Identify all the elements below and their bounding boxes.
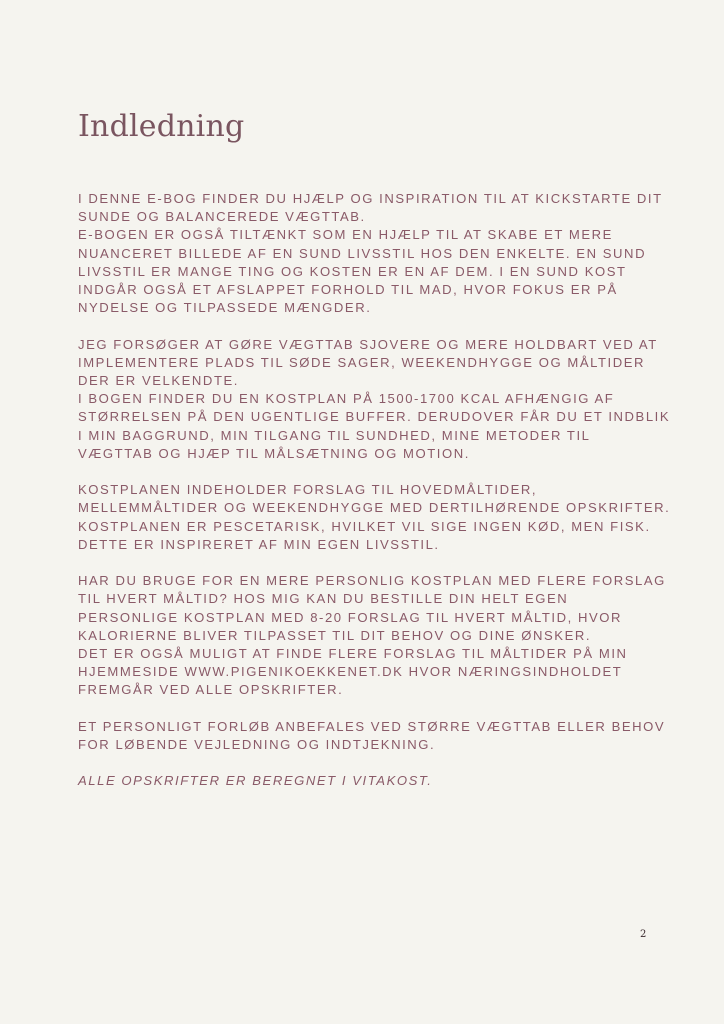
paragraph-personal-plan [78,572,668,699]
text-line: DETTE ER INSPIRERET AF MIN EGEN LIVSSTIL. [78,536,440,552]
paragraph-personal-course [78,718,668,754]
paragraph-vitakost-note [78,772,668,790]
page-title: Indledning [78,109,245,144]
text-line: FOR LØBENDE VEJLEDNING OG INDTJEKNING. [78,737,436,753]
text-line: DER ER VELKENDTE. [78,373,239,389]
text-line: MELLEMMÅLTIDER OG WEEKENDHYGGE MED DERTILHØRENDE OPSKRIFTER. [78,500,671,516]
text-line: KOSTPLANEN INDEHOLDER FORSLAG TIL HOVEDMÅLTIDER, [78,482,538,498]
text-line: I BOGEN FINDER DU EN KOSTPLAN PÅ 1500-1700 KCAL AFHÆNGIG AF [78,391,615,407]
text-line: TIL HVERT MÅLTID? HOS MIG KAN DU BESTILLE DIN HELT EGEN [78,591,569,607]
text-line: STØRRELSEN PÅ DEN UGENTLIGE BUFFER. DERUDOVER FÅR DU ET INDBLIK [78,409,671,425]
text-line: LIVSSTIL ER MANGE TING OG KOSTEN ER EN AF DEM. I EN SUND KOST [78,263,627,279]
text-line: HJEMMESIDE WWW.PIGENIKOEKKENET.DK HVOR NÆRINGSINDHOLDET [78,664,623,680]
text-line: I MIN BAGGRUND, MIN TILGANG TIL SUNDHED, MINE METODER TIL [78,427,591,443]
text-line: ET PERSONLIGT FORLØB ANBEFALES VED STØRRE VÆGTTAB ELLER BEHOV [78,718,666,734]
text-line: SUNDE OG BALANCEREDE VÆGTTAB. [78,209,366,225]
text-line: NUANCERET BILLEDE AF EN SUND LIVSSTIL HOS DEN ENKELTE. EN SUND [78,245,647,261]
text-line: NYDELSE OG TILPASSEDE MÆNGDER. [78,300,372,316]
paragraph-intro [78,190,668,317]
text-line: ALLE OPSKRIFTER ER BEREGNET I VITAKOST. [78,773,433,789]
text-line: JEG FORSØGER AT GØRE VÆGTTAB SJOVERE OG MERE HOLDBART VED AT [78,336,658,352]
text-line: HAR DU BRUGE FOR EN MERE PERSONLIG KOSTPLAN MED FLERE FORSLAG [78,573,666,589]
text-line: PERSONLIGE KOSTPLAN MED 8-20 FORSLAG TIL HVERT MÅLTID, HVOR [78,609,623,625]
paragraph-approach [78,336,671,463]
body-text [78,190,671,809]
text-line: FREMGÅR VED ALLE OPSKRIFTER. [78,682,344,698]
text-line: I DENNE E-BOG FINDER DU HJÆLP OG INSPIRATION TIL AT KICKSTARTE DIT [78,191,663,206]
page-number: 2 [640,929,647,940]
text-line: INDGÅR OGSÅ ET AFSLAPPET FORHOLD TIL MAD, HVOR FOKUS ER PÅ [78,282,618,298]
text-line: E-BOGEN ER OGSÅ TILTÆNKT SOM EN HJÆLP TIL AT SKABE ET MERE [78,227,613,243]
text-line: VÆGTTAB OG HJÆP TIL MÅLSÆTNING OG MOTION. [78,445,470,461]
text-line: DET ER OGSÅ MULIGT AT FINDE FLERE FORSLAG TIL MÅLTIDER PÅ MIN [78,646,628,662]
paragraph-mealplan [78,481,671,554]
text-line: IMPLEMENTERE PLADS TIL SØDE SAGER, WEEKENDHYGGE OG MÅLTIDER [78,354,646,370]
text-line: KALORIERNE BLIVER TILPASSET TIL DIT BEHOV OG DINE ØNSKER. [78,627,592,643]
text-line: KOSTPLANEN ER PESCETARISK, HVILKET VIL SIGE INGEN KØD, MEN FISK. [78,518,651,534]
